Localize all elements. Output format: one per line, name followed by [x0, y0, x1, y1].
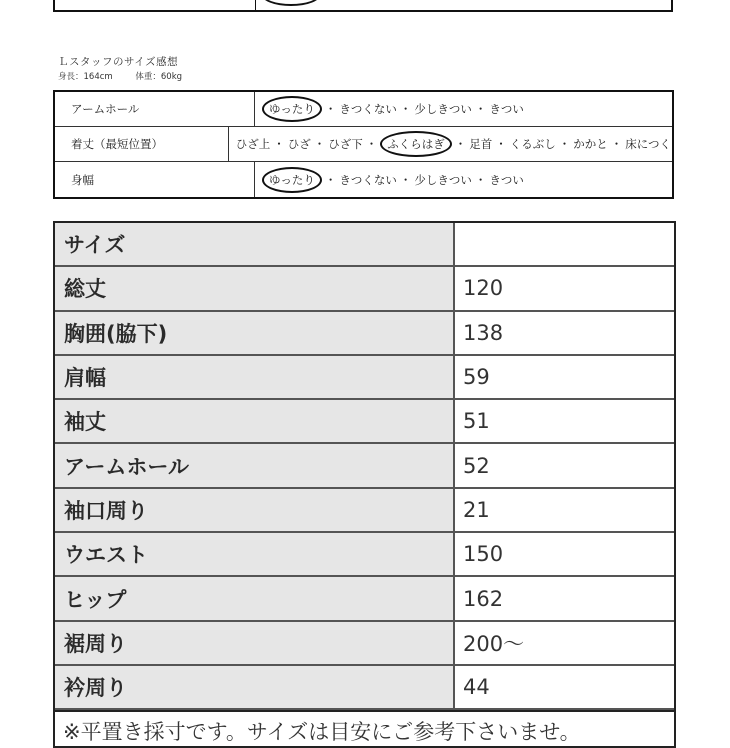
size-row-label: 胸囲(脇下)	[55, 312, 455, 354]
fit-option-selected: ふくらはぎ	[380, 131, 452, 157]
fit-option: ひざ	[287, 137, 311, 151]
fit-option: 少しきつい	[414, 102, 472, 116]
size-row	[55, 356, 674, 400]
fit-option: 床につく	[625, 137, 671, 151]
size-header-value	[455, 223, 674, 265]
fit-option: かかと	[573, 137, 608, 151]
option-separator: ・	[324, 102, 337, 116]
fit-row-options	[255, 92, 672, 126]
fit-row-label: 着丈（最短位置）	[55, 127, 229, 161]
fit-option: きつい	[489, 102, 524, 116]
fit-option-selected: ゆったり	[262, 167, 322, 193]
size-row-label: 袖丈	[55, 400, 455, 442]
fit-option: 足首	[469, 137, 493, 151]
option-separator: ・	[610, 137, 623, 151]
fit-option: 少しきつい	[414, 172, 472, 187]
size-row	[55, 400, 674, 444]
size-row-value: 150	[463, 542, 504, 567]
fit-row	[55, 127, 672, 162]
fit-row-options	[255, 162, 672, 197]
fit-row-options	[229, 127, 672, 161]
size-row-value: 138	[463, 320, 504, 345]
size-row-label: アームホール	[55, 444, 455, 486]
fragment-options-cell	[256, 0, 671, 10]
size-row-label: 肩幅	[55, 356, 455, 398]
size-row-value: 44	[463, 675, 490, 700]
option-separator: ・	[324, 172, 337, 187]
fit-row	[55, 92, 672, 127]
option-separator: ・	[558, 137, 571, 151]
option-separator: ・	[313, 137, 326, 151]
option-separator: ・	[365, 137, 378, 151]
fit-option: ひざ下	[328, 137, 363, 151]
option-separator: ・	[273, 137, 285, 151]
option-separator: ・	[454, 137, 467, 151]
size-row	[55, 577, 674, 621]
size-row-value: 162	[463, 586, 504, 611]
size-row	[55, 444, 674, 488]
fit-option: きつくない	[339, 172, 397, 187]
previous-fit-table-fragment	[53, 0, 673, 12]
fragment-label-cell	[55, 0, 256, 10]
option-separator: ・	[474, 102, 487, 116]
size-row-value: 200～	[463, 631, 525, 656]
size-row-value: 120	[463, 276, 504, 301]
fit-option: きつい	[489, 172, 524, 187]
size-row-value: 59	[463, 365, 490, 390]
size-row-label: 袖口周り	[55, 489, 455, 531]
size-row-label: 裾周り	[55, 622, 455, 664]
staff-weight: 体重：60kg	[135, 72, 183, 82]
size-row	[55, 267, 674, 311]
fit-option: くるぶし	[509, 137, 556, 151]
fit-row-label: アームホール	[55, 92, 255, 126]
fit-impression-table	[53, 90, 674, 199]
fit-row-label: 身幅	[55, 162, 255, 197]
staff-fit-title: Ｌスタッフのサイズ感想	[58, 56, 179, 68]
size-row	[55, 533, 674, 577]
option-separator: ・	[474, 172, 487, 187]
selection-oval	[261, 0, 321, 6]
size-row-label: ウエスト	[55, 533, 455, 575]
fit-option: きつくない	[339, 102, 397, 116]
size-row	[55, 312, 674, 356]
staff-measurements	[58, 70, 202, 82]
size-row-value: 21	[463, 497, 490, 522]
size-row-value: 52	[463, 453, 490, 478]
size-row-label: 衿周り	[55, 666, 455, 708]
fit-row	[55, 162, 672, 197]
size-row-label: ヒップ	[55, 577, 455, 619]
option-separator: ・	[399, 172, 412, 187]
fit-option: ひざ上	[235, 137, 271, 151]
staff-height: 身長：164cm	[58, 72, 113, 82]
size-header-label: サイズ	[55, 223, 455, 265]
size-row	[55, 622, 674, 666]
size-table	[53, 221, 676, 712]
size-row-label: 総丈	[55, 267, 455, 309]
size-table-header	[55, 223, 674, 267]
option-separator: ・	[399, 102, 412, 116]
size-row	[55, 666, 674, 710]
fit-option-selected: ゆったり	[262, 96, 322, 122]
size-row-value: 51	[463, 409, 490, 434]
measurement-note: ※平置き採寸です。サイズは目安にご参考下さいませ。	[63, 720, 581, 744]
size-row	[55, 489, 674, 533]
note-box	[53, 708, 676, 748]
option-separator: ・	[495, 137, 507, 151]
